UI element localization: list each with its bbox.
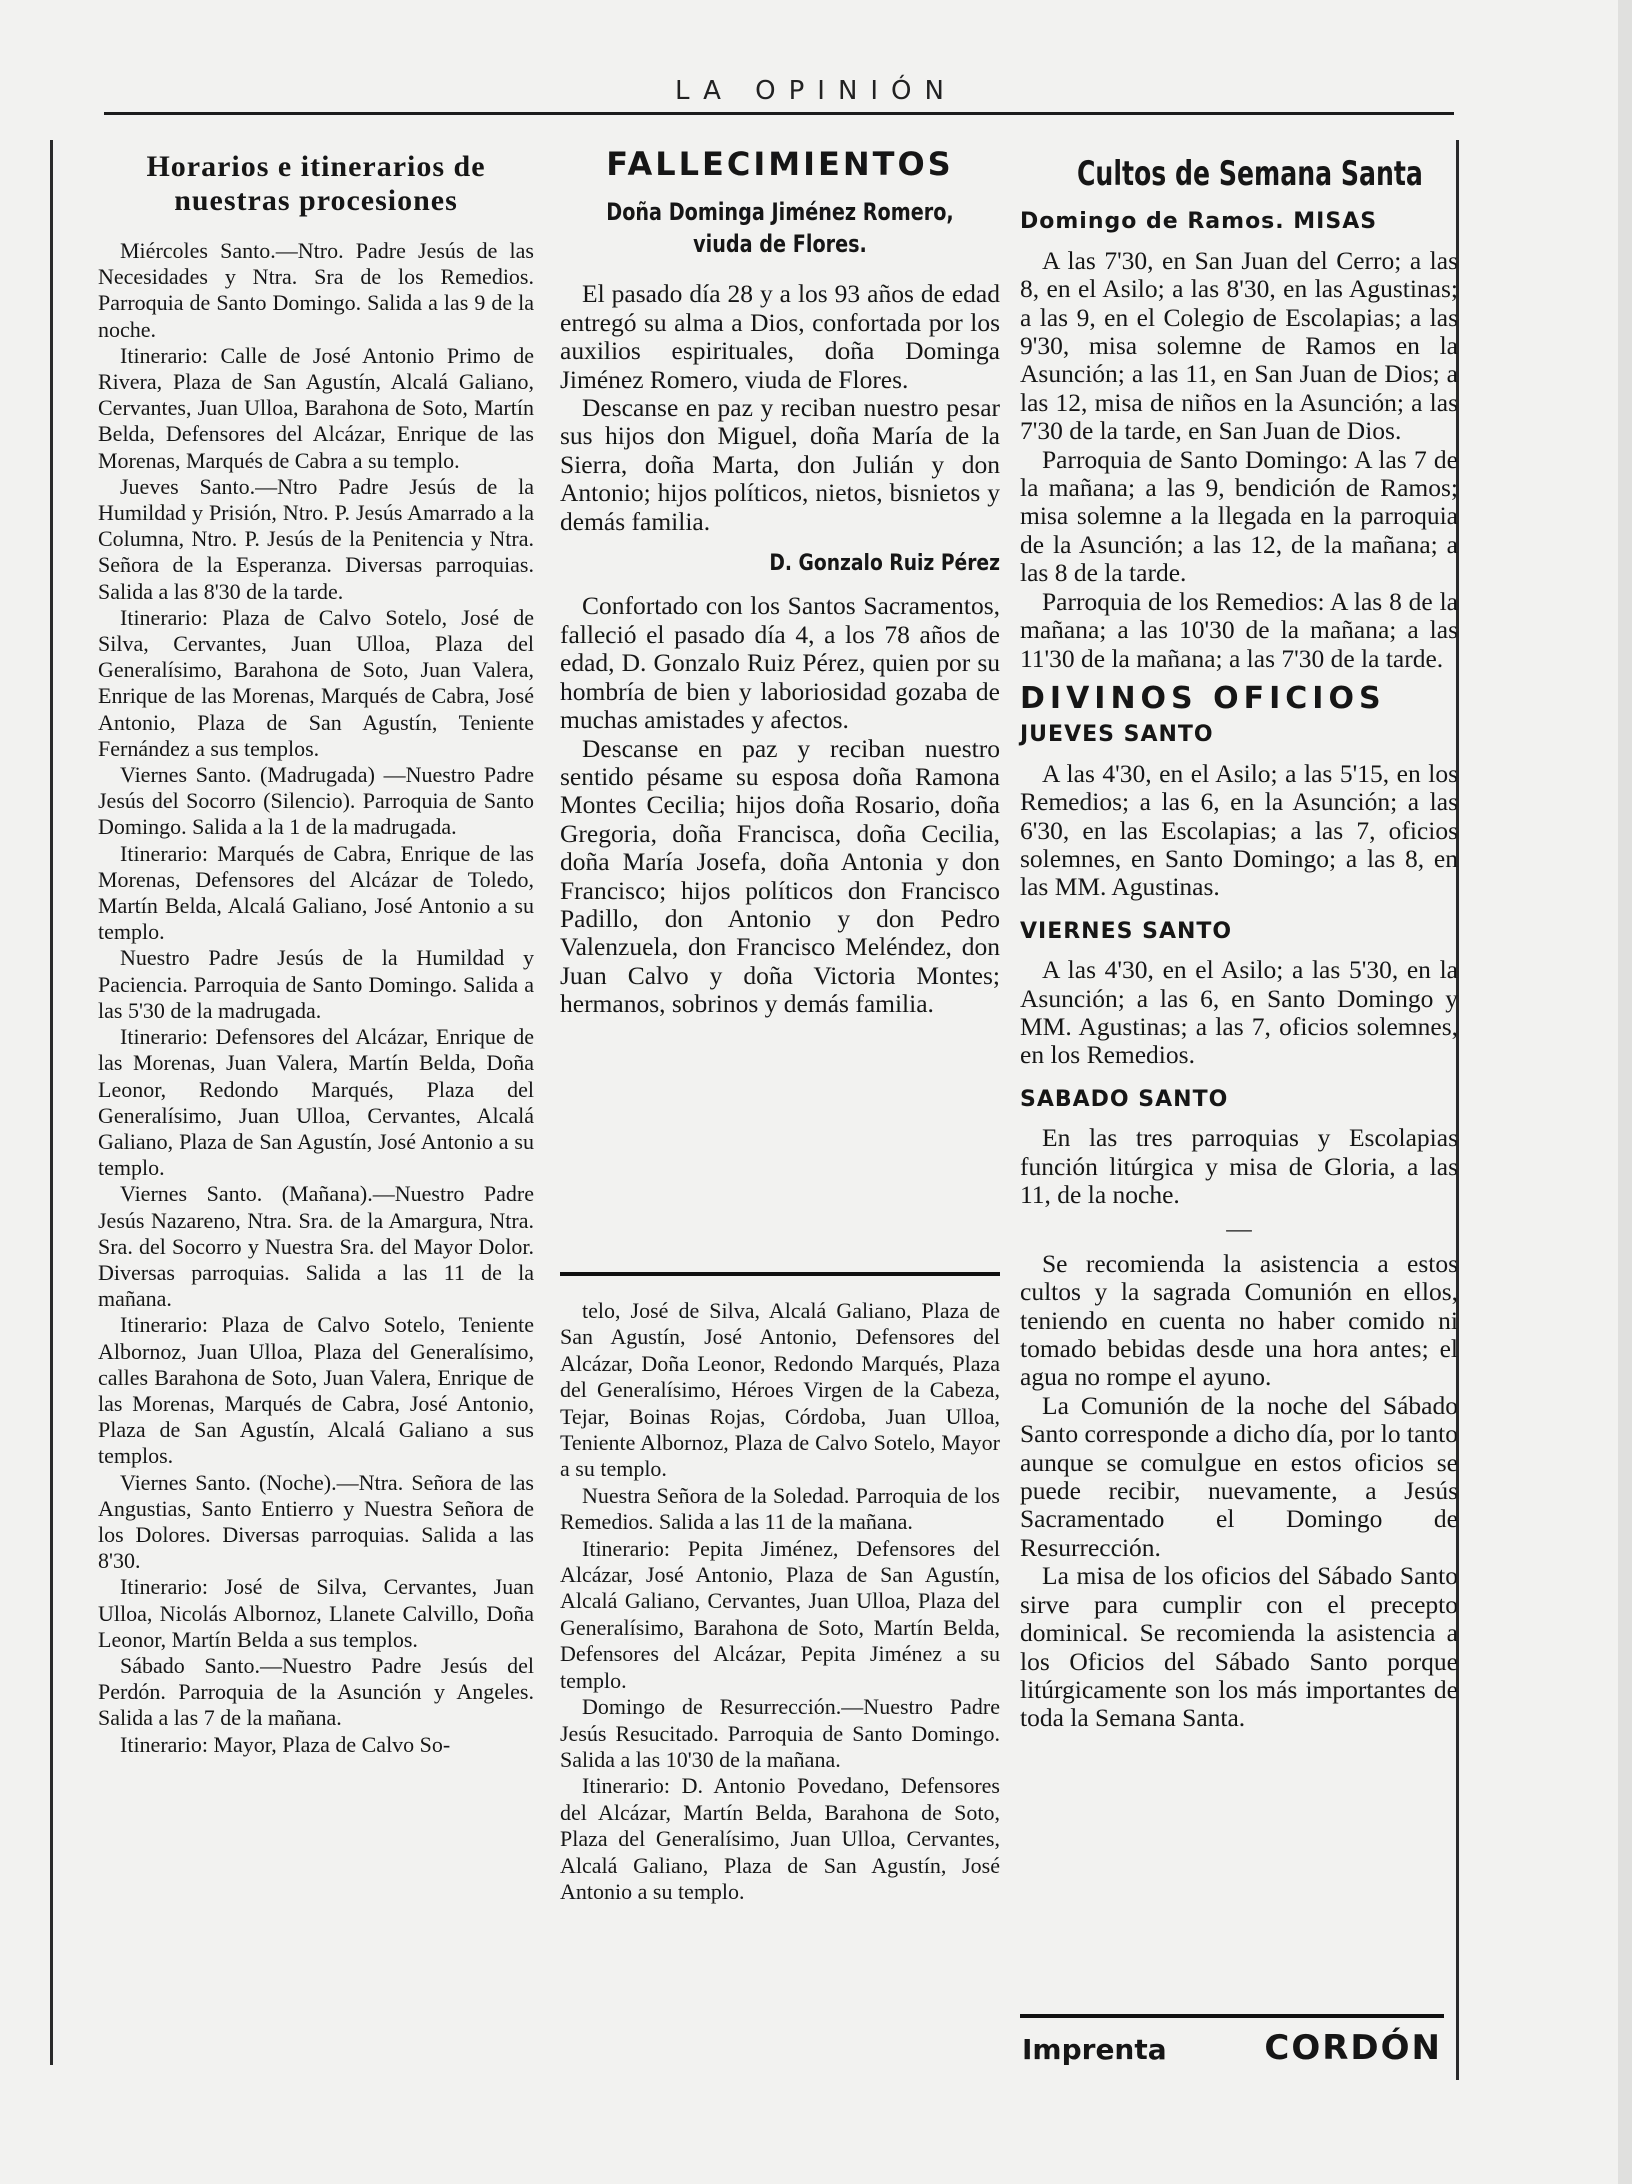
obituary-text-1 [560, 280, 1000, 536]
paragraph: Itinerario: Defensores del Alcázar, Enrique de las Morenas, Juan Valera, Martín Belda, Doña Leonor, Redondo Marqués, Plaza del Generalísimo, Juan Ulloa, Cervantes, Alcalá Galiano, Plaza de San Agustín, José Antonio a su templo. [98, 1024, 534, 1181]
paragraph: Nuestra Señora de la Soledad. Parroquia de los Remedios. Salida a las 11 de la mañana. [560, 1482, 1000, 1535]
ramos-text [1020, 247, 1458, 673]
processions-column [98, 150, 534, 1758]
paragraph: Itinerario: Mayor, Plaza de Calvo So- [120, 1731, 451, 1757]
paragraph: Descanse en paz y reciban nuestro pesar sus hijos don Miguel, doña María de la Sierra, doña Marta, don Julián y don Antonio; hijos políticos, nietos, bisnietos y demás familia. [560, 393, 1000, 536]
divinos-heading: DIVINOS OFICIOS [1020, 680, 1386, 716]
paragraph: La misa de los oficios del Sábado Santo sirve para cumplir con el precepto dominical. Se recomienda la asistencia a los Oficios del Sábado Santo porque litúrgicamente son los más importantes de toda la Semana Santa. [1020, 1561, 1458, 1733]
paragraph: Nuestro Padre Jesús de la Humildad y Paciencia. Parroquia de Santo Domingo. Salida a las 5'30 de la madrugada. [98, 945, 534, 1023]
paragraph: Miércoles Santo.—Ntro. Padre Jesús de las Necesidades y Ntra. Sra de los Remedios. Parroquia de Santo Domingo. Salida a las 9 de la noche. [98, 238, 534, 342]
paragraph: Viernes Santo. (Madrugada) —Nuestro Padre Jesús del Socorro (Silencio). Parroquia de Santo Domingo. Salida a la 1 de la madrugada. [98, 762, 534, 840]
paragraph: Parroquia de Santo Domingo: A las 7 de la mañana; a las 9, bendición de Ramos; misa solemne a la llegada en la parroquia de la Asunción; a las 12, de la mañana; a las 8 de la tarde. [1020, 444, 1458, 588]
paragraph: Itinerario: D. Antonio Povedano, Defensores del Alcázar, Martín Belda, Barahona de Soto, Plaza del Generalísimo, Juan Ulloa, Cervantes, Alcalá Galiano, Plaza de San Agustín, José Antonio a su templo. [560, 1773, 1000, 1904]
paragraph: Itinerario: Pepita Jiménez, Defensores del Alcázar, José Antonio, Plaza de San Agustín, Alcalá Galiano, Cervantes, Juan Ulloa, Plaza del Generalísimo, Barahona de Soto, Martín Belda, Defensores del Alcázar, Pepita Jiménez a su templo. [560, 1535, 1000, 1693]
sabado-text: En las tres parroquias y Escolapias función litúrgica y misa de Gloria, a las 11, de la noche. [1020, 1123, 1458, 1209]
jueves-heading: JUEVES SANTO [1020, 722, 1214, 748]
imprint [1022, 2028, 1442, 2068]
paragraph: Confortado con los Santos Sacramentos, falleció el pasado día 4, a los 78 años de edad, D. Gonzalo Ruiz Pérez, quien por su hombría de bien y laboriosidad gozaba de muchas amistades y afectos. [560, 591, 1000, 735]
processions-text [98, 238, 534, 1758]
paragraph: Sábado Santo.—Nuestro Padre Jesús del Perdón. Parroquia de la Asunción y Angeles. Salida a las 7 de la mañana. [98, 1652, 534, 1731]
paragraph: Domingo de Resurrección.—Nuestro Padre Jesús Resucitado. Parroquia de Santo Domingo. Salida a las 10'30 de la mañana. [560, 1694, 1000, 1772]
imprint-label: Imprenta [1022, 2033, 1167, 2066]
paragraph: El pasado día 28 y a los 93 años de edad entregó su alma a Dios, confortada por los auxilios espirituales, doña Dominga Jiménez Romero, viuda de Flores. [560, 279, 1000, 394]
obituary-name-2: D. Gonzalo Ruiz Pérez [769, 551, 1000, 577]
obituary-name-1: Doña Dominga Jiménez Romero, viuda de Flores. [606, 198, 954, 259]
obituaries-column [560, 140, 1000, 1019]
obituary-text-2 [560, 592, 1000, 1018]
paragraph: Itinerario: Plaza de Calvo Sotelo, Teniente Albornoz, Juan Ulloa, Plaza del Generalísimo, calles Barahona de Soto, Juan Valera, Enrique de las Morenas, Marqués de Cabra, José Antonio, Plaza de San Agustín, Alcalá Galiano a sus templos. [98, 1312, 534, 1469]
paragraph: telo, José de Silva, Alcalá Galiano, Plaza de San Agustín, José Antonio, Defensores del Alcázar, Doña Leonor, Redondo Marqués, Plaza del Generalísimo, Héroes Virgen de la Cabeza, Tejar, Boinas Rojas, Córdoba, Juan Ulloa, Teniente Albornoz, Plaza de Calvo Sotelo, Mayor a su templo. [560, 1298, 1000, 1482]
continuation-text [560, 1298, 1000, 1905]
masthead-rule [104, 112, 1454, 115]
masthead: LA OPINIÓN [675, 76, 957, 106]
paragraph: A las 7'30, en San Juan del Cerro; a las 8, en el Asilo; a las 8'30, en las Agustinas; a las 9, en el Colegio de Escolapias; a las 9'30, misa solemne de Ramos en la Asunción; a las 11, en San Juan de Dios; a las 12, misa de niños en la Asunción; a las 7'30 de la tarde, en San Juan de Dios. [1020, 245, 1458, 446]
jueves-text: A las 4'30, en el Asilo; a las 5'15, en los Remedios; a las 6, en la Asunción; a las 6'30, en las Escolapias; a las 7, oficios solemnes, en Santo Domingo; a las 8, en las MM. Agustinas. [1020, 758, 1458, 902]
viernes-text: A las 4'30, en el Asilo; a las 5'30, en la Asunción; a las 6, en Santo Domingo y MM. Agustinas; a las 7, oficios solemnes, en los Remedios. [1020, 955, 1458, 1070]
left-border [50, 140, 53, 2065]
closing-text [1020, 1250, 1458, 1733]
paragraph: Se recomienda la asistencia a estos cultos y la sagrada Comunión en ellos, teniendo en cuenta no haber comido ni tomado bebidas desde una hora antes; el agua no rompe el ayuno. [1020, 1248, 1458, 1392]
paragraph: Itinerario: Marqués de Cabra, Enrique de las Morenas, Defensores del Alcázar de Toledo, Martín Belda, Alcalá Galiano, José Antonio a su templo. [98, 840, 534, 945]
imprint-brand: CORDÓN [1264, 2028, 1442, 2068]
paragraph: Viernes Santo. (Noche).—Ntra. Señora de las Angustias, Santo Entierro y Nuestra Señora de los Dolores. Diversas parroquias. Salida a las 8'30. [98, 1469, 534, 1574]
paragraph: Descanse en paz y reciban nuestro sentido pésame su esposa doña Ramona Montes Cecilia; hijos doña Rosario, doña Gregoria, doña Francisca, doña Cecilia, doña María Josefa, doña Antonia y don Francisco; hijos políticos don Francisco Padillo, don Antonio y don Pedro Valenzuela, don Francisco Meléndez, don Juan Calvo y doña Victoria Montes; hermanos, sobrinos y demás familia. [560, 733, 1000, 1019]
paragraph: Parroquia de los Remedios: A las 8 de la mañana; a las 10'30 de la mañana; a las 11'30 de la mañana; a las 7'30 de la tarde. [1020, 586, 1458, 673]
viernes-heading: VIERNES SANTO [1020, 918, 1233, 944]
cults-column [1020, 140, 1458, 1733]
cults-title: Cultos de Semana Santa [1076, 154, 1423, 194]
separator-dash: — [1226, 1214, 1252, 1244]
obituaries-title: FALLECIMIENTOS [606, 145, 954, 183]
imprint-rule [1020, 2014, 1444, 2018]
sabado-heading: SABADO SANTO [1020, 1086, 1229, 1112]
middle-divider [560, 1272, 1000, 1276]
paragraph: Itinerario: Plaza de Calvo Sotelo, José de Silva, Cervantes, Juan Ulloa, Plaza del Generalísimo, Barahona de Soto, Juan Valera, Enrique de las Morenas, Marqués de Cabra, José Antonio, Plaza de San Agustín, Teniente Fernández a sus templos. [98, 604, 534, 761]
ramos-heading: Domingo de Ramos. MISAS [1020, 209, 1378, 235]
paragraph: Viernes Santo. (Mañana).—Nuestro Padre Jesús Nazareno, Ntra. Sra. de la Amargura, Ntra. Sra. del Socorro y Nuestra Sra. del Mayor Dolor. Diversas parroquias. Salida a las 11 de la mañana. [98, 1181, 534, 1312]
paragraph: Itinerario: Calle de José Antonio Primo de Rivera, Plaza de San Agustín, Alcalá Galiano, Cervantes, Juan Ulloa, Barahona de Soto, Martín Belda, Defensores del Alcázar, Enrique de las Morenas, Marqués de Cabra a su templo. [98, 342, 534, 473]
paragraph: Itinerario: José de Silva, Cervantes, Juan Ulloa, Nicolás Albornoz, Llanete Calvillo, Doña Leonor, Martín Belda a sus templos. [98, 1574, 534, 1652]
paragraph: La Comunión de la noche del Sábado Santo corresponde a dicho día, por lo tanto aunque se comulgue en estos oficios se puede recibir, nuevamente, a Jesús Sacramentado el Domingo de Resurrección. [1020, 1390, 1458, 1562]
processions-continuation [560, 1298, 1000, 1905]
page-edge [1618, 0, 1632, 2184]
processions-title: Horarios e itinerarios de nuestras procesiones [146, 150, 486, 217]
paragraph: Jueves Santo.—Ntro Padre Jesús de la Humildad y Prisión, Ntro. P. Jesús Amarrado a la Columna, Ntro. P. Jesús de la Penitencia y Ntra. Señora de la Esperanza. Diversas parroquias. Salida a las 8'30 de la tarde. [98, 473, 534, 604]
